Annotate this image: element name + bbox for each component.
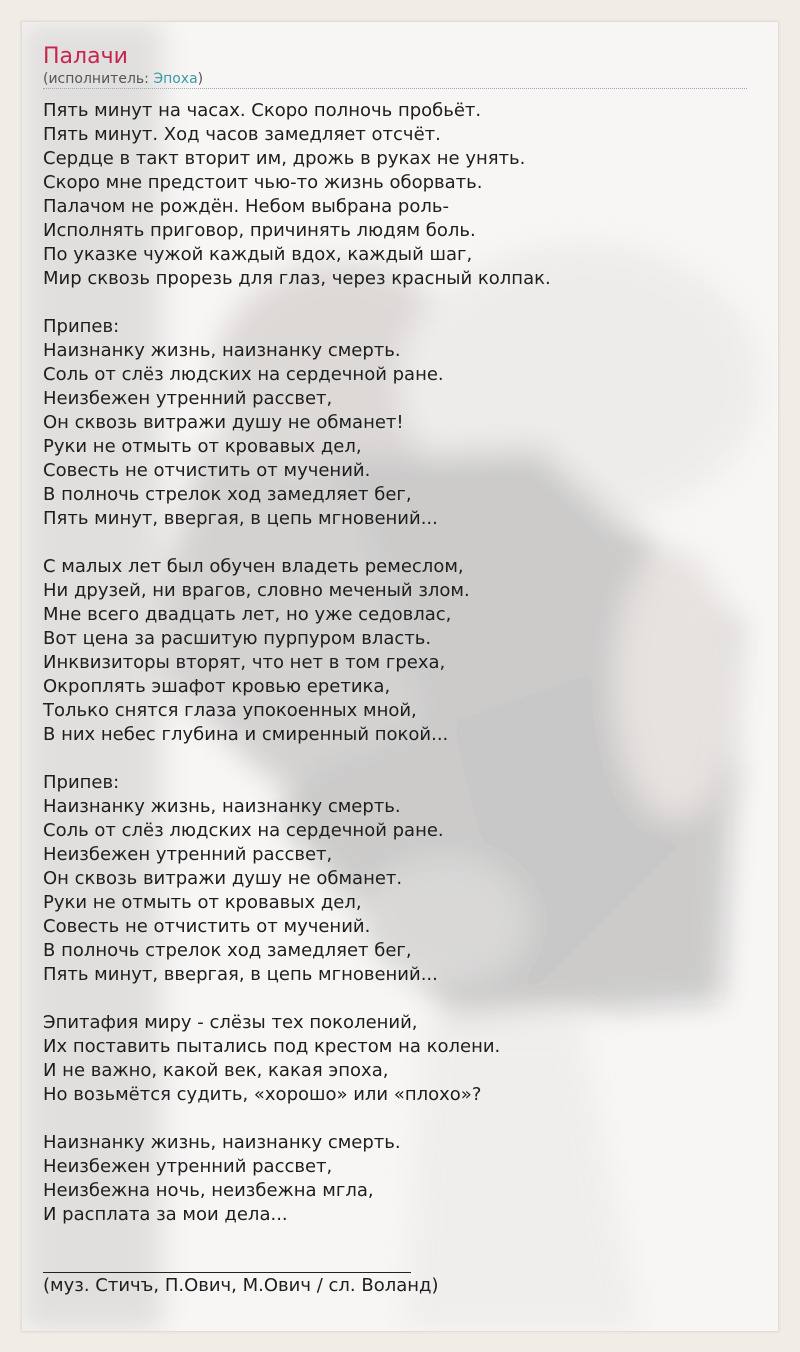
lyrics-line: Припев:: [43, 772, 120, 793]
lyrics-content: [43, 42, 743, 1298]
lyrics-line: Припев:: [43, 316, 120, 337]
lyrics-body: [43, 99, 743, 1227]
artist-link[interactable]: Эпоха: [153, 71, 198, 87]
lyrics-line: Ни друзей, ни врагов, словно меченый злом.: [43, 580, 470, 601]
lyrics-line: Руки не отмыть от кровавых дел,: [43, 436, 362, 457]
lyrics-line: Палачом не рождён. Небом выбрана роль-: [43, 196, 449, 217]
lyrics-line: В них небес глубина и смиренный покой...: [43, 724, 449, 745]
lyrics-line: Вот цена за расшитую пурпуром власть.: [43, 628, 432, 649]
lyrics-line: В полночь стрелок ход замедляет бег,: [43, 484, 412, 505]
lyrics-card: [21, 21, 779, 1332]
lyrics-line: Окроплять эшафот кровью еретика,: [43, 676, 391, 697]
lyrics-stanza: [43, 1131, 743, 1227]
lyrics-line: И не важно, какой век, какая эпоха,: [43, 1060, 389, 1081]
lyrics-line: Мне всего двадцать лет, но уже седовлас,: [43, 604, 452, 625]
lyrics-line: Сердце в такт вторит им, дрожь в руках не унять.: [43, 148, 526, 169]
song-artist-line: [43, 70, 743, 88]
lyrics-stanza: [43, 99, 743, 291]
lyrics-line: В полночь стрелок ход замедляет бег,: [43, 940, 412, 961]
lyrics-line: Пять минут. Ход часов замедляет отсчёт.: [43, 124, 441, 145]
artist-suffix: ): [197, 71, 204, 87]
lyrics-line: Только снятся глаза упокоенных мной,: [43, 700, 417, 721]
lyrics-stanza: [43, 315, 743, 531]
lyrics-line: Совесть не отчистить от мучений.: [43, 460, 371, 481]
lyrics-line: Соль от слёз людских на сердечной ране.: [43, 364, 444, 385]
lyrics-line: Он сквозь витражи душу не обманет!: [43, 412, 404, 433]
lyrics-line: Он сквозь витражи душу не обманет.: [43, 868, 403, 889]
lyrics-line: И расплата за мои дела...: [43, 1204, 288, 1225]
lyrics-stanza: [43, 1011, 743, 1107]
song-credits: (муз. Стичъ, П.Ович, М.Ович / сл. Воланд): [43, 1275, 439, 1296]
lyrics-stanza: [43, 771, 743, 987]
lyrics-line: Руки не отмыть от кровавых дел,: [43, 892, 362, 913]
lyrics-line: Инквизиторы вторят, что нет в том греха,: [43, 652, 446, 673]
lyrics-line: Скоро мне предстоит чью-то жизнь оборвать.: [43, 172, 483, 193]
lyrics-line: Неизбежен утренний рассвет,: [43, 388, 333, 409]
lyrics-line: Пять минут, ввергая, в цепь мгновений...: [43, 964, 438, 985]
lyrics-line: Исполнять приговор, причинять людям боль.: [43, 220, 476, 241]
song-title: Палачи: [43, 44, 128, 69]
lyrics-line: По указке чужой каждый вдох, каждый шаг,: [43, 244, 473, 265]
lyrics-line: Неизбежен утренний рассвет,: [43, 844, 333, 865]
lyrics-line: Эпитафия миру - слёзы тех поколений,: [43, 1012, 418, 1033]
lyrics-line: Наизнанку жизнь, наизнанку смерть.: [43, 340, 401, 361]
artist-prefix: (исполнитель:: [43, 71, 154, 87]
lyrics-line: Но возьмётся судить, «хорошо» или «плохо»?: [43, 1084, 482, 1105]
lyrics-line: Неизбежна ночь, неизбежна мгла,: [43, 1180, 374, 1201]
lyrics-line: Соль от слёз людских на сердечной ране.: [43, 820, 444, 841]
title-divider: [43, 88, 747, 89]
lyrics-stanza: [43, 555, 743, 747]
lyrics-line: Пять минут, ввергая, в цепь мгновений...: [43, 508, 438, 529]
lyrics-line: Наизнанку жизнь, наизнанку смерть.: [43, 796, 401, 817]
lyrics-line: Совесть не отчистить от мучений.: [43, 916, 371, 937]
credits-divider: [43, 1272, 411, 1273]
lyrics-line: Их поставить пытались под крестом на колени.: [43, 1036, 501, 1057]
lyrics-line: С малых лет был обучен владеть ремеслом,: [43, 556, 464, 577]
lyrics-line: Наизнанку жизнь, наизнанку смерть.: [43, 1132, 401, 1153]
lyrics-line: Неизбежен утренний рассвет,: [43, 1156, 333, 1177]
lyrics-line: Пять минут на часах. Скоро полночь пробьёт.: [43, 100, 482, 121]
lyrics-line: Мир сквозь прорезь для глаз, через красный колпак.: [43, 268, 551, 289]
